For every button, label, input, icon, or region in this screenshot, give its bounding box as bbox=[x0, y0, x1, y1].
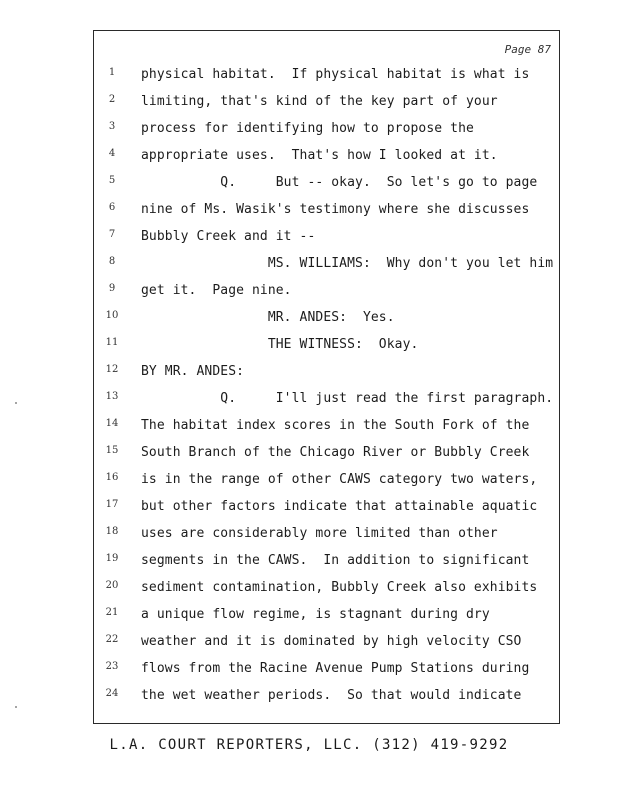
line-text: uses are considerably more limited than other bbox=[141, 526, 498, 541]
transcript-line bbox=[94, 310, 559, 330]
line-number: 3 bbox=[108, 121, 116, 132]
line-text: physical habitat. If physical habitat is what is bbox=[141, 67, 530, 82]
line-text: sediment contamination, Bubbly Creek also exhibits bbox=[141, 580, 538, 595]
transcript-line bbox=[94, 148, 559, 168]
transcript-line bbox=[94, 418, 559, 438]
line-text: BY MR. ANDES: bbox=[141, 364, 245, 379]
line-number: 18 bbox=[105, 526, 119, 537]
transcript-line bbox=[94, 256, 559, 276]
line-number: 23 bbox=[105, 661, 119, 672]
transcript-lines bbox=[94, 31, 559, 723]
line-text: MS. WILLIAMS: Why don't you let him bbox=[141, 256, 554, 271]
line-number: 7 bbox=[108, 229, 116, 240]
line-number: 20 bbox=[105, 580, 119, 591]
line-text: MR. ANDES: Yes. bbox=[141, 310, 395, 325]
line-text: get it. Page nine. bbox=[141, 283, 292, 298]
line-number: 12 bbox=[105, 364, 119, 375]
scan-speck bbox=[15, 706, 17, 708]
line-text: the wet weather periods. So that would indicate bbox=[141, 688, 522, 703]
line-text: flows from the Racine Avenue Pump Stations during bbox=[141, 661, 530, 676]
line-text: nine of Ms. Wasik's testimony where she discusses bbox=[141, 202, 530, 217]
transcript-line bbox=[94, 337, 559, 357]
line-text: Q. But -- okay. So let's go to page bbox=[141, 175, 538, 190]
line-text: process for identifying how to propose the bbox=[141, 121, 474, 136]
line-text: THE WITNESS: Okay. bbox=[141, 337, 419, 352]
line-text: a unique flow regime, is stagnant during dry bbox=[141, 607, 490, 622]
line-number: 16 bbox=[105, 472, 119, 483]
line-number: 17 bbox=[105, 499, 119, 510]
line-number: 11 bbox=[105, 337, 119, 348]
line-text: appropriate uses. That's how I looked at it. bbox=[141, 148, 498, 163]
line-number: 5 bbox=[108, 175, 116, 186]
line-text: Q. I'll just read the first paragraph. bbox=[141, 391, 554, 406]
transcript-line bbox=[94, 229, 559, 249]
line-number: 8 bbox=[108, 256, 116, 267]
transcript-line bbox=[94, 445, 559, 465]
line-number: 2 bbox=[108, 94, 116, 105]
transcript-line bbox=[94, 391, 559, 411]
line-number: 13 bbox=[105, 391, 119, 402]
line-text: weather and it is dominated by high velocity CSO bbox=[141, 634, 522, 649]
line-number: 15 bbox=[105, 445, 119, 456]
line-text: segments in the CAWS. In addition to significant bbox=[141, 553, 530, 568]
line-text: is in the range of other CAWS category two waters, bbox=[141, 472, 538, 487]
transcript-line bbox=[94, 94, 559, 114]
line-number: 4 bbox=[108, 148, 116, 159]
line-number: 21 bbox=[105, 607, 119, 618]
line-text: limiting, that's kind of the key part of your bbox=[141, 94, 498, 109]
line-number: 6 bbox=[108, 202, 116, 213]
line-number: 10 bbox=[105, 310, 119, 321]
transcript-page bbox=[93, 30, 560, 724]
transcript-line bbox=[94, 553, 559, 573]
transcript-line bbox=[94, 580, 559, 600]
transcript-line bbox=[94, 688, 559, 708]
transcript-line bbox=[94, 607, 559, 627]
line-text: Bubbly Creek and it -- bbox=[141, 229, 316, 244]
transcript-line bbox=[94, 67, 559, 87]
transcript-line bbox=[94, 283, 559, 303]
reporter-footer: L.A. COURT REPORTERS, LLC. (312) 419-9292 bbox=[109, 737, 509, 753]
transcript-line bbox=[94, 499, 559, 519]
transcript-line bbox=[94, 472, 559, 492]
transcript-line bbox=[94, 634, 559, 654]
transcript-line bbox=[94, 526, 559, 546]
line-number: 14 bbox=[105, 418, 119, 429]
scan-speck bbox=[15, 402, 17, 404]
page-number: Page 87 bbox=[504, 43, 551, 56]
transcript-line bbox=[94, 175, 559, 195]
line-text: but other factors indicate that attainable aquatic bbox=[141, 499, 538, 514]
transcript-line bbox=[94, 202, 559, 222]
transcript-line bbox=[94, 121, 559, 141]
line-number: 9 bbox=[108, 283, 116, 294]
line-number: 22 bbox=[105, 634, 119, 645]
line-text: South Branch of the Chicago River or Bubbly Creek bbox=[141, 445, 530, 460]
transcript-line bbox=[94, 364, 559, 384]
line-number: 24 bbox=[105, 688, 119, 699]
transcript-line bbox=[94, 661, 559, 681]
line-number: 19 bbox=[105, 553, 119, 564]
line-text: The habitat index scores in the South Fork of the bbox=[141, 418, 530, 433]
line-number: 1 bbox=[108, 67, 116, 78]
